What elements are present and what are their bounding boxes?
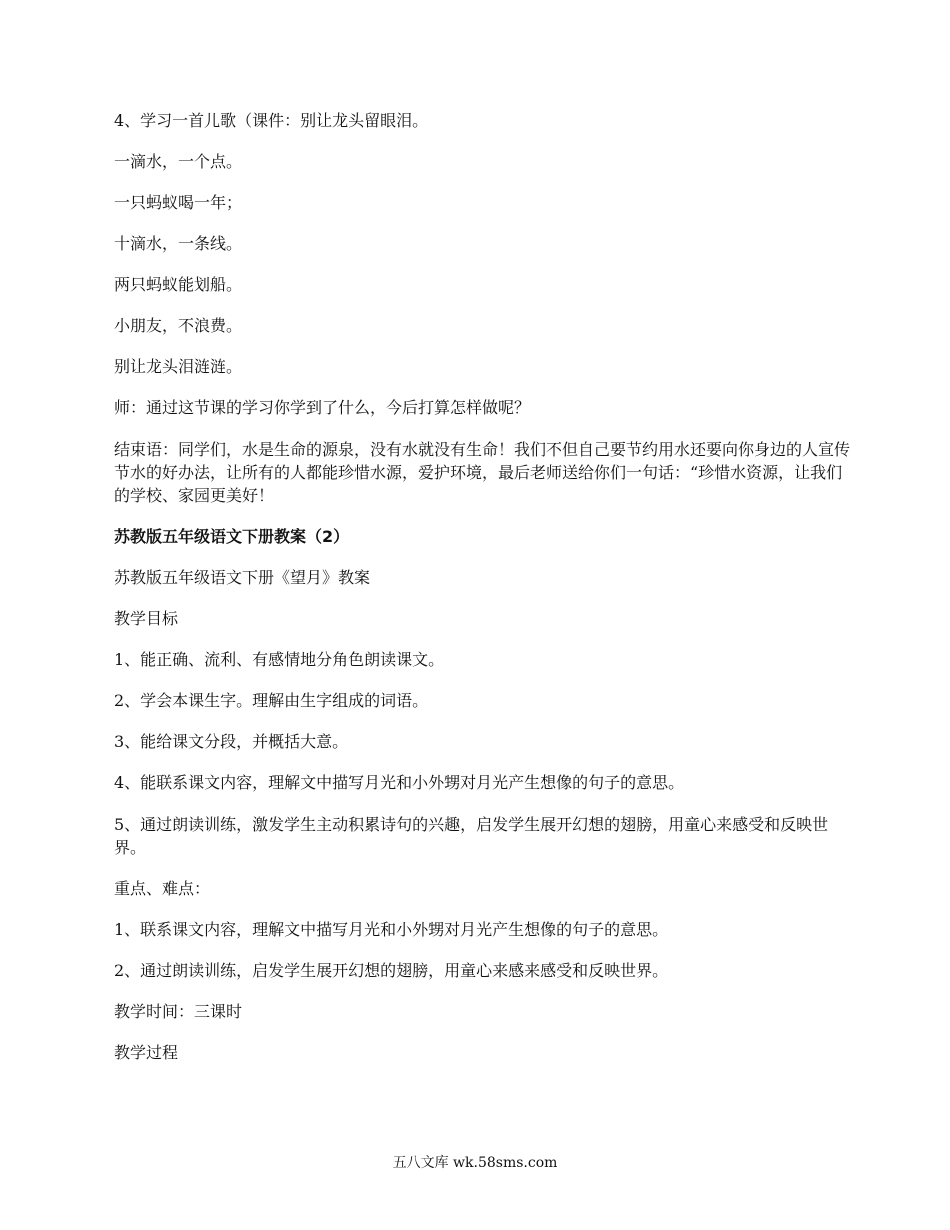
- page-footer: 五八文库 wk.58sms.com: [392, 1155, 558, 1171]
- paragraph: 1、能正确、流利、有感情地分角色朗读课文。: [114, 650, 445, 669]
- paragraph: 一只蚂蚁喝一年；: [114, 193, 243, 212]
- paragraph: 重点、难点：: [114, 879, 211, 898]
- paragraph: 2、通过朗读训练，启发学生展开幻想的翅膀，用童心来感来感受和反映世界。: [114, 961, 669, 980]
- paragraph: 教学目标: [114, 609, 179, 628]
- paragraph: 小朋友，不浪费。: [114, 316, 243, 335]
- paragraph: 两只蚂蚁能划船。: [114, 275, 243, 294]
- paragraph: 4、学习一首儿歌（课件：别让龙头留眼泪。: [114, 111, 429, 130]
- closing-paragraph: 结束语：同学们，水是生命的源泉，没有水就没有生命！我们不但自己要节约用水还要向你身边的人宣传节水的好办法，让所有的人都能珍惜水源，爱护环境，最后老师送给你们一句话：“珍惜水资源，让我们的学校、家园更美好！: [114, 440, 851, 505]
- paragraph: 教学时间：三课时: [114, 1002, 243, 1021]
- paragraph: 2、学会本课生字。理解由生字组成的词语。: [114, 691, 429, 710]
- paragraph: 4、能联系课文内容，理解文中描写月光和小外甥对月光产生想像的句子的意思。: [114, 773, 685, 792]
- section-heading: 苏教版五年级语文下册教案（2）: [114, 527, 350, 546]
- paragraph: 别让龙头泪涟涟。: [114, 357, 243, 376]
- paragraph: 3、能给课文分段，并概括大意。: [114, 732, 349, 751]
- paragraph: 1、联系课文内容，理解文中描写月光和小外甥对月光产生想像的句子的意思。: [114, 920, 669, 939]
- paragraph: 一滴水，一个点。: [114, 152, 243, 171]
- paragraph: 5、通过朗读训练，激发学生主动积累诗句的兴趣，启发学生展开幻想的翅膀，用童心来感受和反映世界。: [114, 815, 829, 857]
- paragraph: 教学过程: [114, 1043, 179, 1062]
- paragraph: 十滴水，一条线。: [114, 234, 243, 253]
- paragraph: 师：通过这节课的学习你学到了什么，今后打算怎样做呢？: [114, 398, 531, 417]
- paragraph: 苏教版五年级语文下册《望月》教案: [114, 568, 371, 587]
- document-page: [114, 110, 854, 1083]
